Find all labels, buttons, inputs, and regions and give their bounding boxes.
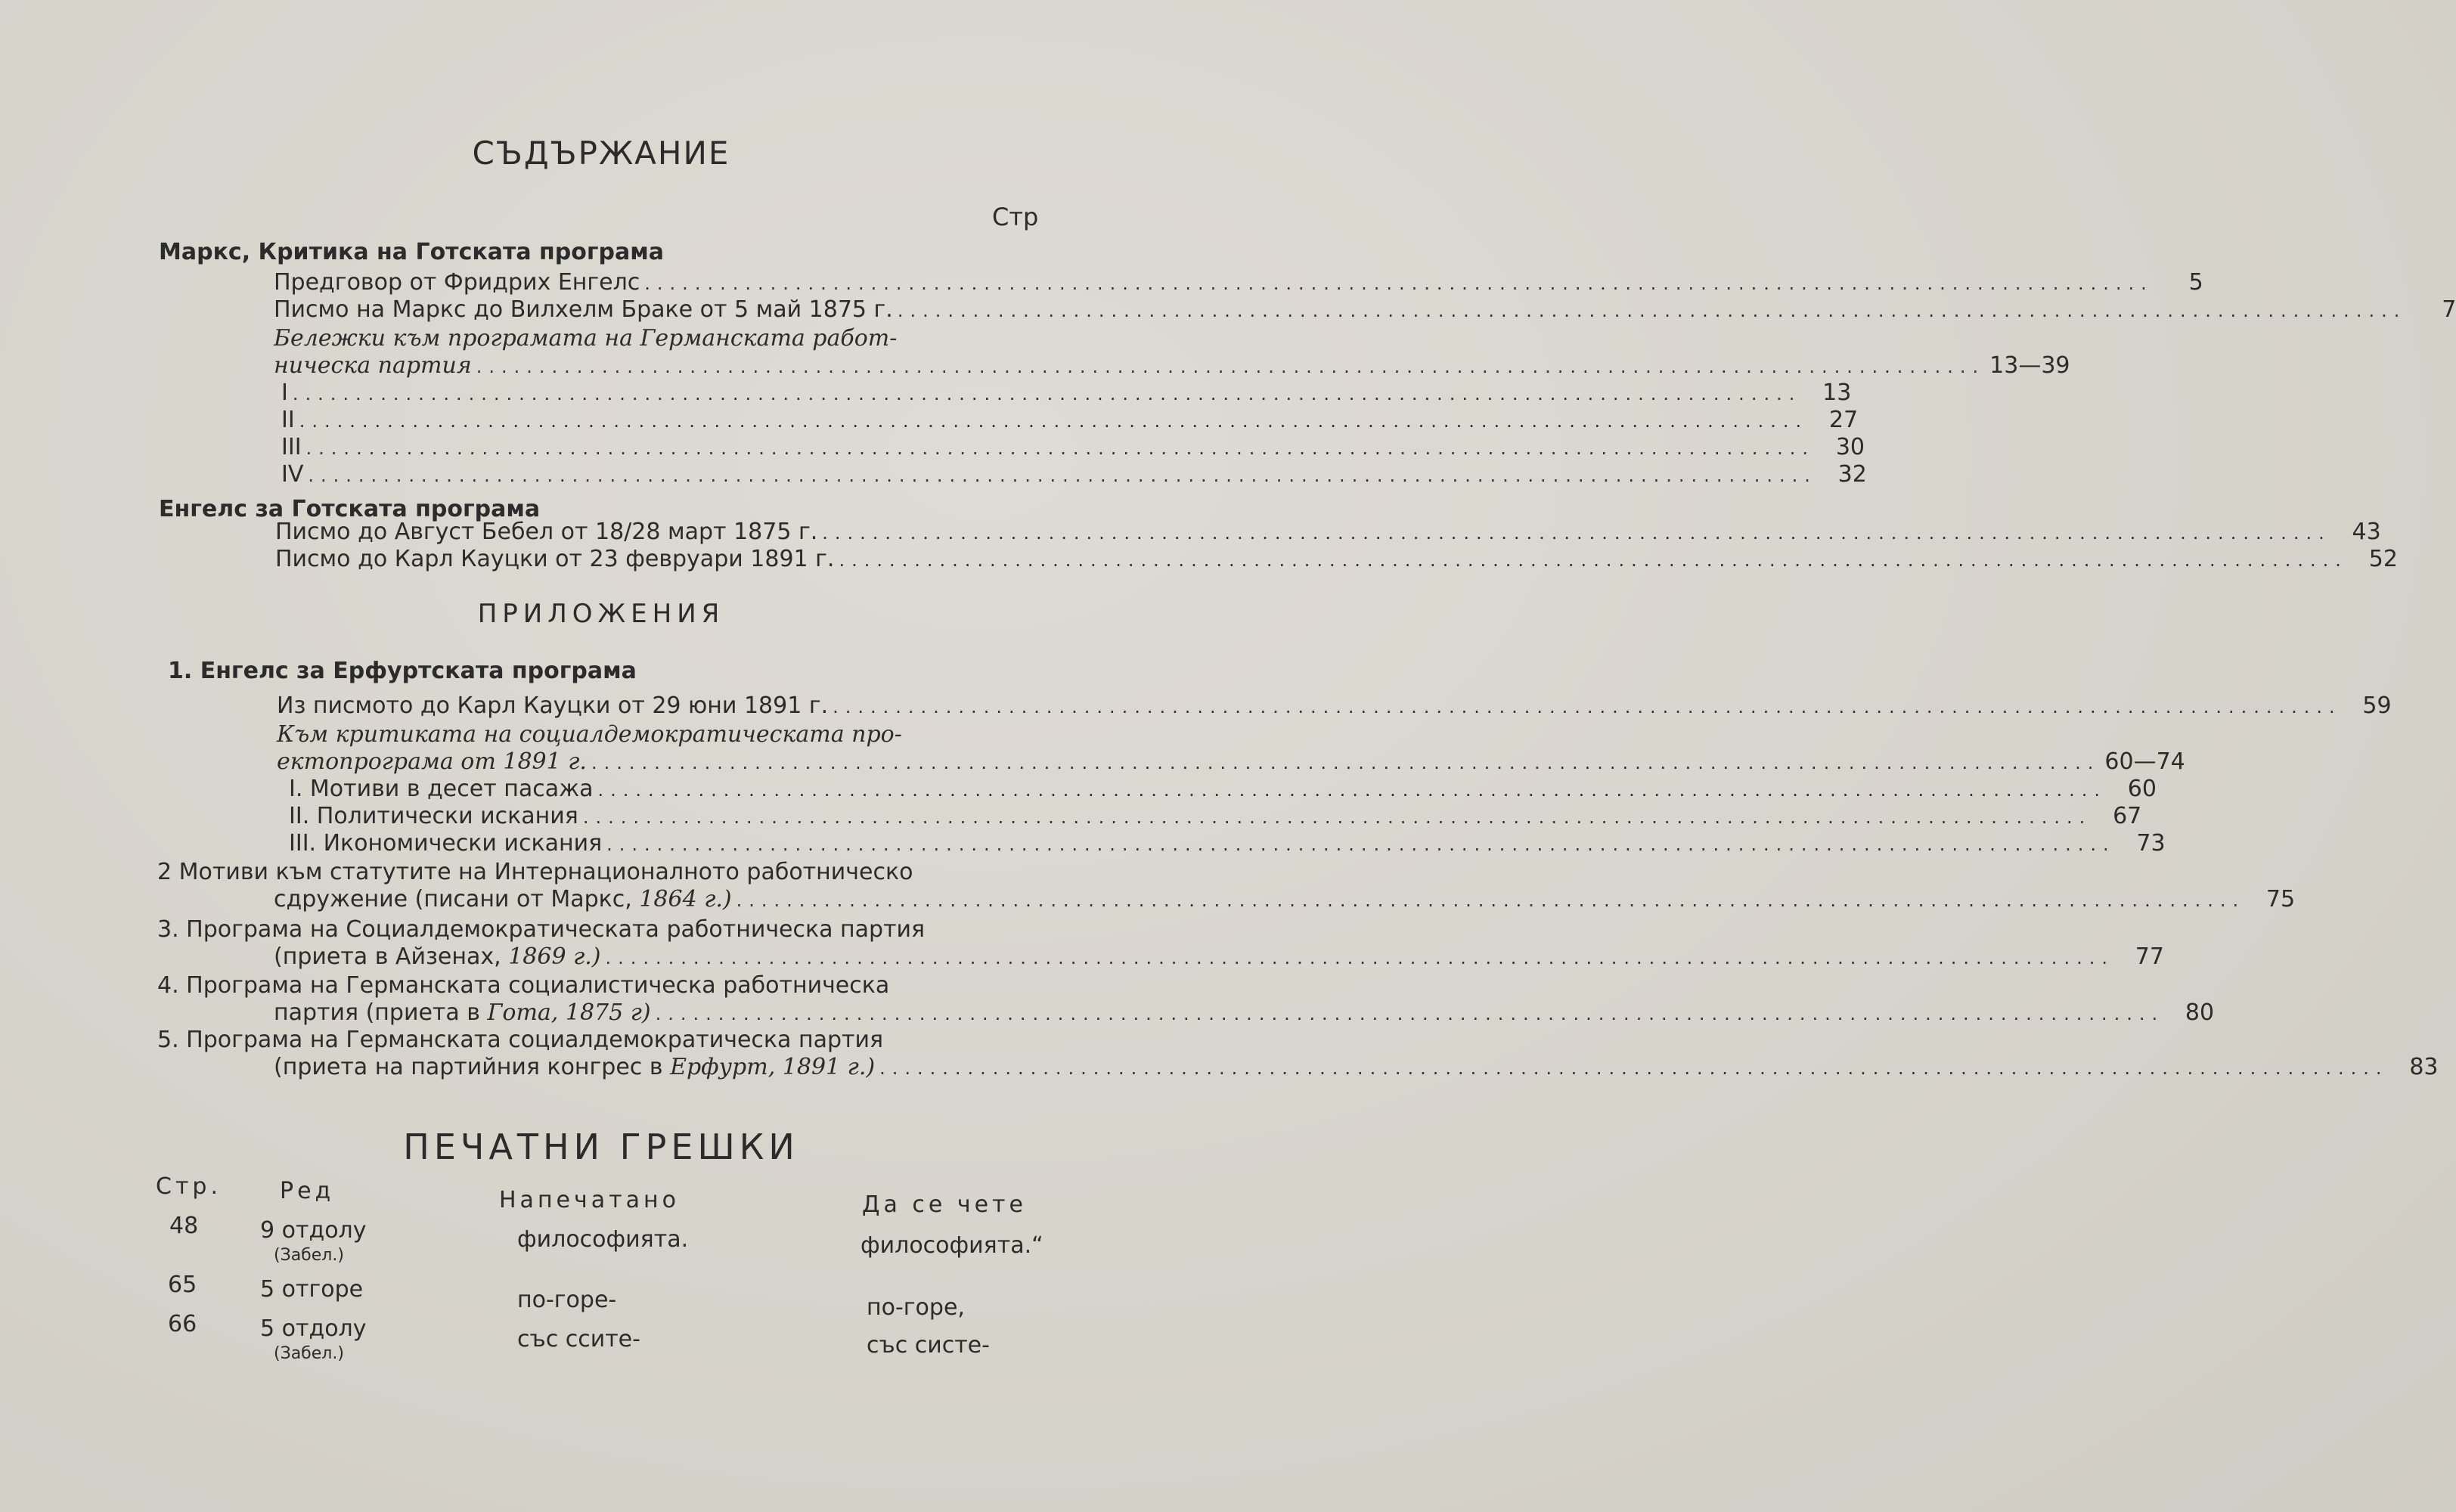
errata-row-printed: по-горе-	[517, 1287, 617, 1313]
appendix-heading-1: 1. Енгелс за Ерфуртската програма	[168, 658, 637, 684]
errata-row-page: 48	[169, 1213, 199, 1239]
errata-header-read: Да се чете	[862, 1191, 1027, 1218]
appendix-item-3-line2: (приета в Айзенах, 1869 г.) ........................................................................................................................ 77	[274, 943, 2164, 970]
appendix-item-4-line1: 4. Програма на Германската социалистическа работническа	[157, 972, 890, 999]
errata-row-printed: философията.	[517, 1226, 689, 1253]
contents-title: СЪДЪРЖАНИЕ	[472, 135, 730, 172]
errata-row-line: 5 отдолу	[260, 1315, 367, 1342]
errata-header-line: Ред	[280, 1178, 335, 1204]
toc-entry: Писмо до Карл Кауцки от 23 февруари 1891 г. ........................................................................................................................ 52	[275, 546, 2398, 572]
appendix-item-5-line2: (приета на партийния конгрес в Ерфурт, 1891 г.) ........................................................................................................................ 83	[274, 1054, 2439, 1080]
appendix-item-2-line1: 2 Мотиви към статутите на Интернационалното работническо	[157, 859, 913, 885]
toc-entry: Предговор от Фридрих Енгелс ........................................................................................................................ 5	[274, 269, 2203, 296]
toc-entry: I. Мотиви в десет пасажа ........................................................................................................................ 60	[289, 776, 2157, 802]
toc-entry-line1: Бележки към програмата на Германската работ-	[274, 325, 898, 352]
toc-entry: II. Политически искания ........................................................................................................................ 67	[289, 803, 2142, 829]
toc-entry-line1: Към критиката на социалдемократическата про-	[277, 721, 902, 748]
errata-header-page: Стр.	[156, 1173, 222, 1200]
toc-entry: IV ........................................................................................................................ 32	[281, 461, 1867, 488]
errata-title: ПЕЧАТНИ ГРЕШКИ	[403, 1126, 799, 1167]
appendix-item-5-line1: 5. Програма на Германската социалдемократическа партия	[157, 1027, 884, 1053]
errata-row-note: (Забел.)	[274, 1246, 344, 1265]
errata-row-printed: със ссите-	[517, 1326, 640, 1352]
errata-row-page: 66	[168, 1311, 197, 1337]
errata-row-page: 65	[168, 1272, 197, 1298]
toc-entry: I ........................................................................................................................ 13	[281, 380, 1852, 406]
errata-row-read: по-горе,	[867, 1294, 965, 1321]
errata-row-line: 5 отгоре	[260, 1276, 364, 1303]
errata-row-note: (Забел.)	[274, 1344, 344, 1363]
appendix-item-2-line2: сдружение (писани от Маркс, 1864 г.) ........................................................................................................................ 75	[274, 886, 2296, 912]
page-column-header: Стр	[992, 203, 1039, 231]
section-heading-engels: Енгелс за Готската програма	[159, 496, 541, 522]
errata-row-read: философията.“	[861, 1232, 1043, 1259]
section-heading-marx: Маркс, Критика на Готската програма	[159, 239, 664, 265]
toc-entry: Из писмото до Карл Кауцки от 29 юни 1891 г. ........................................................................................................................ 59	[277, 692, 2392, 719]
toc-entry: Писмо до Август Бебел от 18/28 март 1875 г. ........................................................................................................................ 43	[275, 519, 2381, 545]
errata-header-printed: Напечатано	[499, 1187, 680, 1213]
errata-row-line: 9 отдолу	[260, 1217, 367, 1244]
appendix-title: ПРИЛОЖЕНИЯ	[477, 599, 725, 629]
toc-entry: III ........................................................................................................................ 30	[281, 434, 1865, 460]
toc-entry: III. Икономически искания ........................................................................................................................ 73	[289, 830, 2166, 857]
appendix-item-3-line1: 3. Програма на Социалдемократическата работническа партия	[157, 916, 926, 943]
errata-row-read: със систе-	[867, 1332, 990, 1359]
toc-entry: II ........................................................................................................................ 27	[281, 407, 1859, 433]
toc-entry: ническа партия ........................................................................................................................ 13—39	[274, 352, 2070, 379]
toc-entry: ектопрограма от 1891 г. ........................................................................................................................ 60—74	[277, 748, 2185, 775]
toc-entry: Писмо на Маркс до Вилхелм Браке от 5 май 1875 г. ........................................................................................................................ 7	[274, 296, 2456, 323]
appendix-item-4-line2: партия (приета в Гота, 1875 г) ........................................................................................................................ 80	[274, 999, 2215, 1026]
